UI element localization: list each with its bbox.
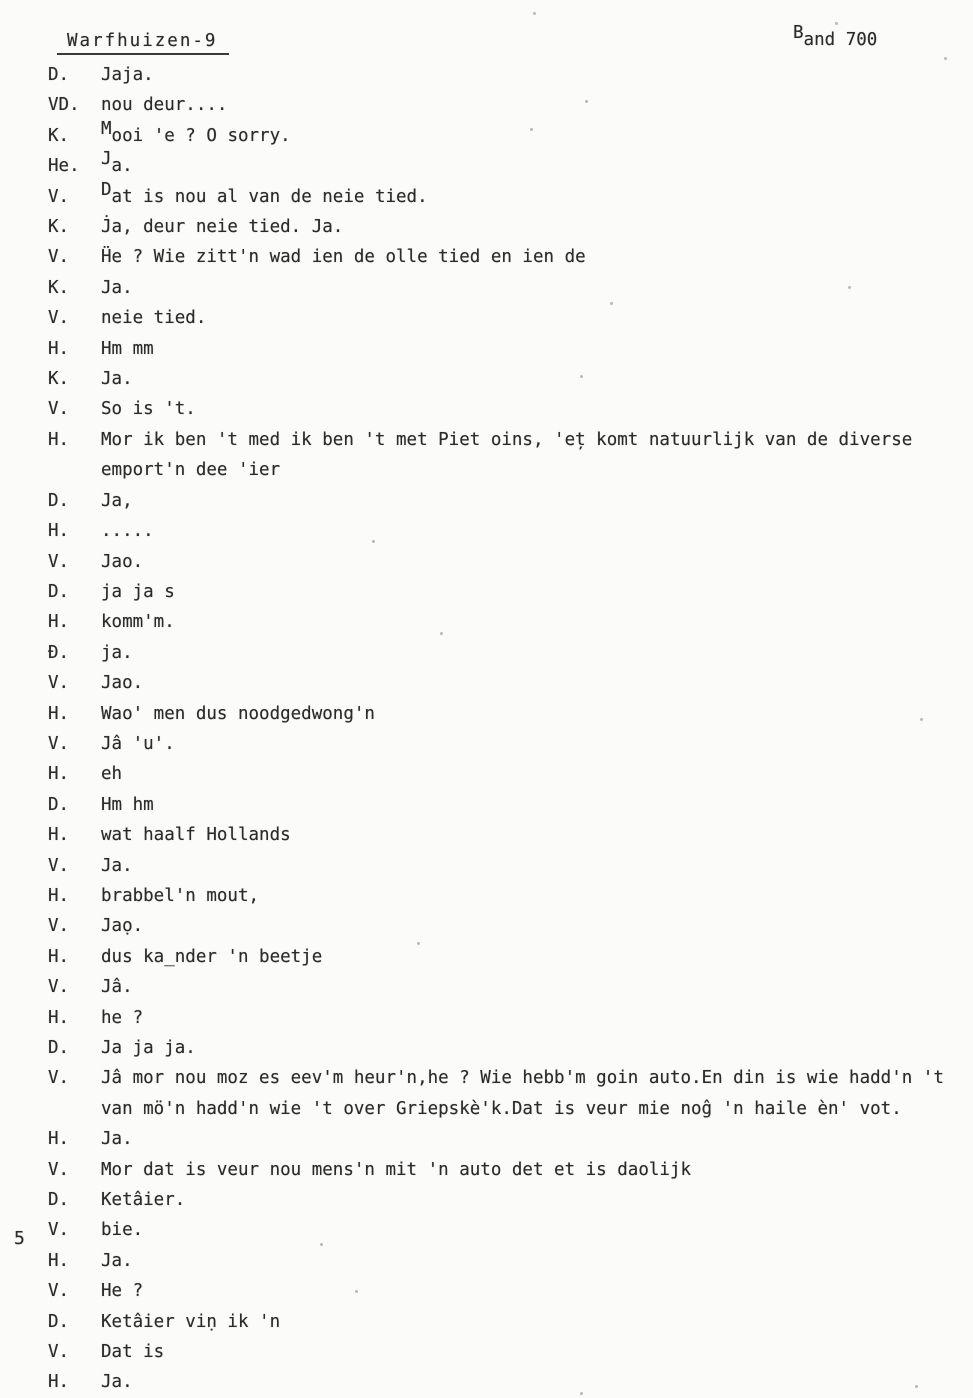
utterance-text: J̇a, deur neie tied. Ja. bbox=[101, 217, 344, 238]
speaker-label: Ð. bbox=[48, 642, 70, 663]
dialogue-line bbox=[48, 759, 968, 789]
dialogue-line bbox=[48, 486, 968, 516]
dialogue-line bbox=[48, 547, 968, 577]
dialogue-line bbox=[48, 638, 968, 668]
utterance-text: bie. bbox=[101, 1220, 144, 1241]
speaker-label: D. bbox=[48, 65, 70, 85]
paper-speck bbox=[610, 302, 613, 305]
dialogue-line bbox=[48, 1337, 968, 1367]
speaker-label: V. bbox=[48, 977, 70, 998]
dialogue-list bbox=[48, 60, 968, 1398]
speaker-label: V. bbox=[48, 1220, 70, 1241]
utterance-text: he ? bbox=[101, 1007, 144, 1028]
utterance-text: Ketâier viṇ ik 'n bbox=[101, 1311, 281, 1332]
utterance-text: Jâ. bbox=[101, 977, 133, 998]
utterance-text: komm'm. bbox=[101, 612, 175, 633]
raised-letter: D bbox=[101, 179, 112, 200]
paper-speck bbox=[585, 100, 588, 103]
dialogue-line bbox=[48, 1246, 968, 1276]
paper-speck bbox=[848, 286, 851, 289]
utterance-text: Mor dat is veur nou mens'n mit 'n auto det et is daolijk bbox=[101, 1159, 692, 1180]
utterance-text: Jao. bbox=[101, 673, 144, 694]
paper-speck bbox=[944, 57, 947, 60]
utterance-text: So is 't. bbox=[101, 399, 196, 420]
utterance-text: Dat is bbox=[101, 1342, 165, 1363]
utterance-text: Jao. bbox=[101, 551, 144, 572]
speaker-label: H. bbox=[48, 946, 70, 967]
dialogue-line bbox=[48, 851, 968, 881]
dialogue-line bbox=[48, 1124, 968, 1154]
utterance-text: dus ka̲nder 'n beetje bbox=[101, 946, 323, 967]
speaker-label: H. bbox=[48, 703, 70, 724]
speaker-label: D. bbox=[48, 794, 70, 815]
dialogue-line bbox=[48, 942, 968, 972]
speaker-label: V. bbox=[48, 308, 70, 329]
speaker-label: D. bbox=[48, 1038, 70, 1058]
dialogue-line bbox=[48, 881, 968, 911]
dialogue-line bbox=[48, 820, 968, 850]
speaker-label: V. bbox=[48, 1342, 70, 1363]
speaker-label: V. bbox=[48, 1159, 70, 1180]
dialogue-line bbox=[48, 577, 968, 607]
dialogue-line bbox=[48, 1307, 968, 1337]
paper-speck bbox=[835, 22, 838, 25]
paper-speck bbox=[915, 1385, 918, 1388]
speaker-label: V. bbox=[48, 855, 70, 876]
speaker-label: H. bbox=[48, 1129, 70, 1150]
utterance-text: brabbel'n mout, bbox=[101, 885, 260, 906]
utterance-text: Mooi 'e ? O sorry. bbox=[101, 118, 291, 146]
utterance-text: eh bbox=[101, 764, 123, 785]
utterance-text: Jâ 'u'. bbox=[101, 733, 175, 754]
dialogue-line bbox=[48, 303, 968, 333]
dialogue-line bbox=[48, 364, 968, 394]
dialogue-line bbox=[48, 394, 968, 424]
utterance-text: Ja, bbox=[101, 490, 133, 511]
dialogue-line bbox=[48, 1155, 968, 1185]
speaker-label: V. bbox=[48, 399, 70, 420]
speaker-label: K. bbox=[48, 369, 70, 390]
utterance-text: van mö'n hadd'n wie 't over Griepskè'k.Dat is veur mie noĝ 'n haile èn' vot. bbox=[101, 1098, 902, 1119]
speaker-label: V. bbox=[48, 551, 70, 572]
dialogue-line bbox=[48, 425, 968, 455]
dialogue-line bbox=[48, 1185, 968, 1215]
dialogue-line bbox=[48, 790, 968, 820]
utterance-text: Ja. bbox=[101, 1372, 133, 1393]
speaker-label: D. bbox=[48, 490, 70, 511]
utterance-text: Ja. bbox=[101, 1250, 133, 1271]
utterance-text: Ja. bbox=[101, 277, 133, 298]
utterance-text: ja ja s bbox=[101, 581, 175, 602]
dialogue-line bbox=[48, 1276, 968, 1306]
speaker-label: H. bbox=[48, 825, 70, 846]
utterance-text: Wao' men dus noodgedwong'n bbox=[101, 703, 375, 724]
speaker-label: H. bbox=[48, 338, 70, 359]
speaker-label: V. bbox=[48, 247, 70, 268]
dialogue-line bbox=[48, 179, 968, 212]
speaker-label: H. bbox=[48, 1250, 70, 1271]
paper-speck bbox=[320, 1243, 323, 1246]
dialogue-line bbox=[48, 1367, 968, 1397]
utterance-text: wat haalf Hollands bbox=[101, 825, 291, 846]
utterance-text: ..... bbox=[101, 521, 154, 542]
speaker-label: V. bbox=[48, 916, 70, 937]
dialogue-line bbox=[48, 334, 968, 364]
raised-letter: J bbox=[101, 149, 112, 170]
band-rest: and 700 bbox=[803, 30, 878, 50]
dialogue-line bbox=[48, 729, 968, 759]
dialogue-line bbox=[48, 911, 968, 941]
speaker-label: H. bbox=[48, 612, 70, 633]
utterance-text: Ja. bbox=[101, 855, 133, 876]
speaker-label: He. bbox=[48, 156, 80, 177]
utterance-text: Hm mm bbox=[101, 338, 154, 359]
utterance-text: Jâ mor nou moz es eev'm heur'n,he ? Wie hebb'm goin auto.En din is wie hadd'n 't bbox=[101, 1068, 944, 1089]
utterance-text: Ja. bbox=[101, 369, 133, 390]
speaker-label: D. bbox=[48, 1311, 70, 1332]
utterance-text: ja. bbox=[101, 642, 133, 663]
dialogue-line bbox=[48, 516, 968, 546]
speaker-label: H. bbox=[48, 521, 70, 542]
speaker-label: H. bbox=[48, 764, 70, 785]
dialogue-line bbox=[48, 1033, 968, 1063]
dialogue-line bbox=[48, 972, 968, 1002]
dialogue-line bbox=[48, 273, 968, 303]
dialogue-line bbox=[48, 1215, 968, 1245]
utterance-text: neie tied. bbox=[101, 308, 207, 329]
speaker-label: V. bbox=[48, 733, 70, 754]
dialogue-line bbox=[48, 699, 968, 729]
utterance-text: Ketâier. bbox=[101, 1190, 186, 1211]
paper-speck bbox=[920, 718, 923, 721]
dialogue-line bbox=[48, 118, 968, 151]
utterance-text: Ja ja ja. bbox=[101, 1038, 196, 1058]
raised-letter: M bbox=[101, 118, 112, 139]
utterance-text: nou deur.... bbox=[101, 95, 228, 116]
paper-speck bbox=[533, 12, 536, 15]
dialogue-line bbox=[48, 151, 968, 181]
speaker-label: V. bbox=[48, 673, 70, 694]
speaker-label: H. bbox=[48, 885, 70, 906]
band-number bbox=[793, 23, 878, 50]
dialogue-line bbox=[48, 242, 968, 272]
dialogue-line bbox=[48, 1063, 968, 1093]
utterance-text: Hm hm bbox=[101, 794, 154, 815]
band-raised-letter: B bbox=[793, 23, 804, 43]
utterance-text: He ? bbox=[101, 1281, 144, 1302]
speaker-label: D. bbox=[48, 581, 70, 602]
page-title: Warfhuizen-9 bbox=[57, 31, 229, 55]
dialogue-line bbox=[48, 212, 968, 242]
speaker-label: K. bbox=[48, 125, 70, 146]
dialogue-line bbox=[48, 60, 968, 90]
utterance-text: Jaọ. bbox=[101, 916, 144, 937]
dialogue-line bbox=[48, 607, 968, 637]
margin-page-number: 5 bbox=[14, 1228, 25, 1249]
speaker-label: H. bbox=[48, 1007, 70, 1028]
speaker-label: D. bbox=[48, 1190, 70, 1211]
dialogue-continuation-line bbox=[48, 455, 968, 485]
paper-speck bbox=[530, 128, 533, 131]
speaker-label: H. bbox=[48, 1372, 70, 1393]
utterance-text: Jaja. bbox=[101, 65, 154, 85]
speaker-label: K. bbox=[48, 277, 70, 298]
dialogue-line bbox=[48, 90, 968, 120]
utterance-text: emport'n dee 'ier bbox=[101, 460, 281, 481]
paper-speck bbox=[580, 1392, 583, 1395]
dialogue-continuation-line bbox=[48, 1094, 968, 1124]
speaker-label: VD. bbox=[48, 95, 80, 116]
paper-speck bbox=[355, 1290, 358, 1293]
dialogue-line bbox=[48, 1003, 968, 1033]
speaker-label: H. bbox=[48, 429, 70, 450]
speaker-label: K. bbox=[48, 217, 70, 238]
speaker-label: V. bbox=[48, 186, 70, 207]
paper-speck bbox=[580, 375, 583, 378]
utterance-text: Mor ik ben 't med ik ben 't met Piet oins, 'eț komt natuurlijk van de diverse bbox=[101, 429, 913, 450]
paper-speck bbox=[440, 632, 443, 635]
speaker-label: V. bbox=[48, 1281, 70, 1302]
utterance-text: Ja. bbox=[101, 1129, 133, 1150]
utterance-text: Ja. bbox=[101, 149, 133, 177]
dialogue-line bbox=[48, 668, 968, 698]
paper-speck bbox=[372, 540, 375, 543]
utterance-text: Ḧe ? Wie zitt'n wad ien de olle tied en ien de bbox=[101, 247, 586, 268]
utterance-text: Dat is nou al van de neie tied. bbox=[101, 179, 428, 207]
speaker-label: V. bbox=[48, 1068, 70, 1089]
paper-speck bbox=[417, 942, 420, 945]
